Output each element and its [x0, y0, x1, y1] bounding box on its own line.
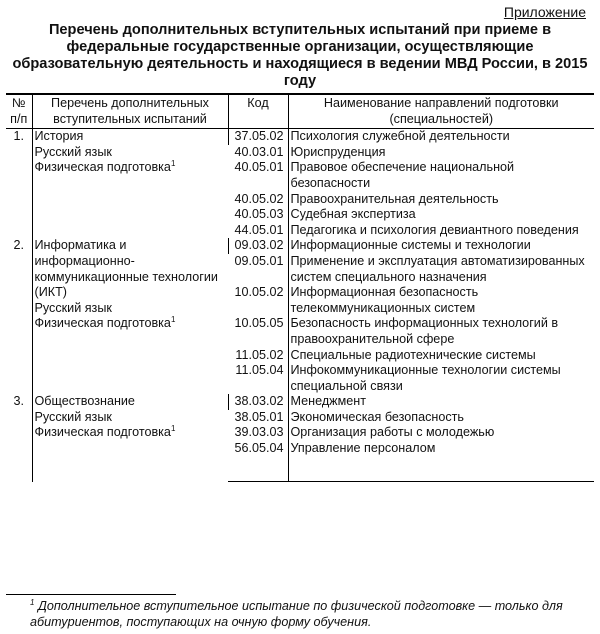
exam-item-text: Русский язык — [34, 300, 112, 315]
program-code: 11.05.04 — [235, 363, 284, 378]
program-name: Применение и эксплуатация автоматизированных систем специального назначения — [288, 254, 594, 285]
exam-item — [35, 410, 226, 426]
program-name: Инфокоммуникационные технологии системы специальной связи — [288, 363, 594, 394]
exam-item — [35, 316, 226, 332]
table-body — [6, 129, 594, 482]
group-number: 2. — [13, 238, 24, 253]
table-row — [6, 129, 594, 145]
program-name: Юриспруденция — [288, 145, 594, 161]
appendix-label: Приложение — [503, 4, 586, 20]
group-number: 1. — [13, 129, 24, 144]
program-name: Судебная экспертиза — [288, 207, 594, 223]
program-name: Психология служебной деятельности — [288, 129, 594, 145]
program-code: 10.05.05 — [234, 316, 284, 331]
header-num: № п/п — [6, 94, 32, 129]
program-name: Правоохранительная деятельность — [288, 192, 594, 208]
program-name: Информационные системы и технологии — [288, 238, 594, 254]
program-code: 38.05.01 — [234, 409, 284, 424]
exam-item — [35, 394, 226, 410]
exam-item — [35, 145, 226, 161]
program-code: 44.05.01 — [234, 222, 284, 237]
program-code: 40.05.03 — [234, 207, 284, 222]
program-name: Менеджмент — [288, 394, 594, 410]
exam-item-text: Физическая подготовка — [34, 160, 171, 175]
header-name: Наименование направлений подготовки (специальностей) — [288, 94, 594, 129]
exam-item — [35, 238, 226, 300]
exam-item — [35, 160, 226, 176]
program-code: 40.05.02 — [234, 191, 284, 206]
program-code: 37.05.02 — [228, 129, 288, 145]
program-code: 11.05.02 — [235, 347, 284, 362]
exams-table — [6, 93, 594, 482]
exam-item — [35, 129, 226, 145]
exam-item-text: История — [34, 129, 84, 144]
footnote — [30, 599, 590, 630]
exam-item-text: Обществознание — [34, 394, 135, 409]
group-exams — [32, 129, 228, 239]
footnote-text: Дополнительное вступительное испытание по физической подготовке — только для абитуриентов, поступающих на очную форму обучения. — [30, 599, 563, 629]
program-code: 09.05.01 — [234, 253, 284, 268]
program-code: 56.05.04 — [228, 441, 288, 482]
program-code: 39.03.03 — [234, 425, 284, 440]
program-code: 09.03.02 — [228, 238, 288, 254]
program-code: 38.03.02 — [228, 394, 288, 410]
exam-item-text: Физическая подготовка — [34, 425, 171, 440]
program-code: 40.03.01 — [234, 144, 284, 159]
exam-item — [35, 301, 226, 317]
program-name: Экономическая безопасность — [288, 410, 594, 426]
program-name: Педагогика и психология девиантного поведения — [288, 223, 594, 239]
exam-item-text: Русский язык — [34, 409, 112, 424]
program-name: Специальные радиотехнические системы — [288, 348, 594, 364]
footnote-reference: 1 — [170, 159, 176, 169]
program-name: Организация работы с молодежью — [288, 425, 594, 441]
footnote-divider — [6, 594, 176, 595]
exam-item-text: Русский язык — [34, 144, 112, 159]
footnote-marker: 1 — [30, 597, 35, 607]
footnote-reference: 1 — [170, 424, 176, 434]
document-title: Перечень дополнительных вступительных испытаний при приеме в федеральные государственные организации, осуществляющие образовательную деятельность и находящиеся в ведении МВД России, в 2015 году — [12, 22, 588, 89]
program-name: Информационная безопасность телекоммуникационных систем — [288, 285, 594, 316]
table-header-row — [6, 94, 594, 129]
program-code: 40.05.01 — [234, 160, 284, 175]
header-code: Код — [228, 94, 288, 129]
group-exams — [32, 394, 228, 481]
program-code: 10.05.02 — [234, 285, 284, 300]
program-name: Управление персоналом — [288, 441, 594, 482]
footnote-reference: 1 — [170, 315, 176, 325]
program-name: Безопасность информационных технологий в правоохранительной сфере — [288, 316, 594, 347]
exam-item-text: Физическая подготовка — [34, 316, 171, 331]
header-exams: Перечень дополнительных вступительных испытаний — [32, 94, 228, 129]
table-row — [6, 394, 594, 410]
group-exams — [32, 238, 228, 394]
group-number: 3. — [13, 394, 24, 409]
exam-item — [35, 425, 226, 441]
exam-item-text: Информатика и информационно-коммуникационные технологии (ИКТ) — [34, 238, 218, 300]
table-row — [6, 238, 594, 254]
program-name: Правовое обеспечение национальной безопасности — [288, 160, 594, 191]
